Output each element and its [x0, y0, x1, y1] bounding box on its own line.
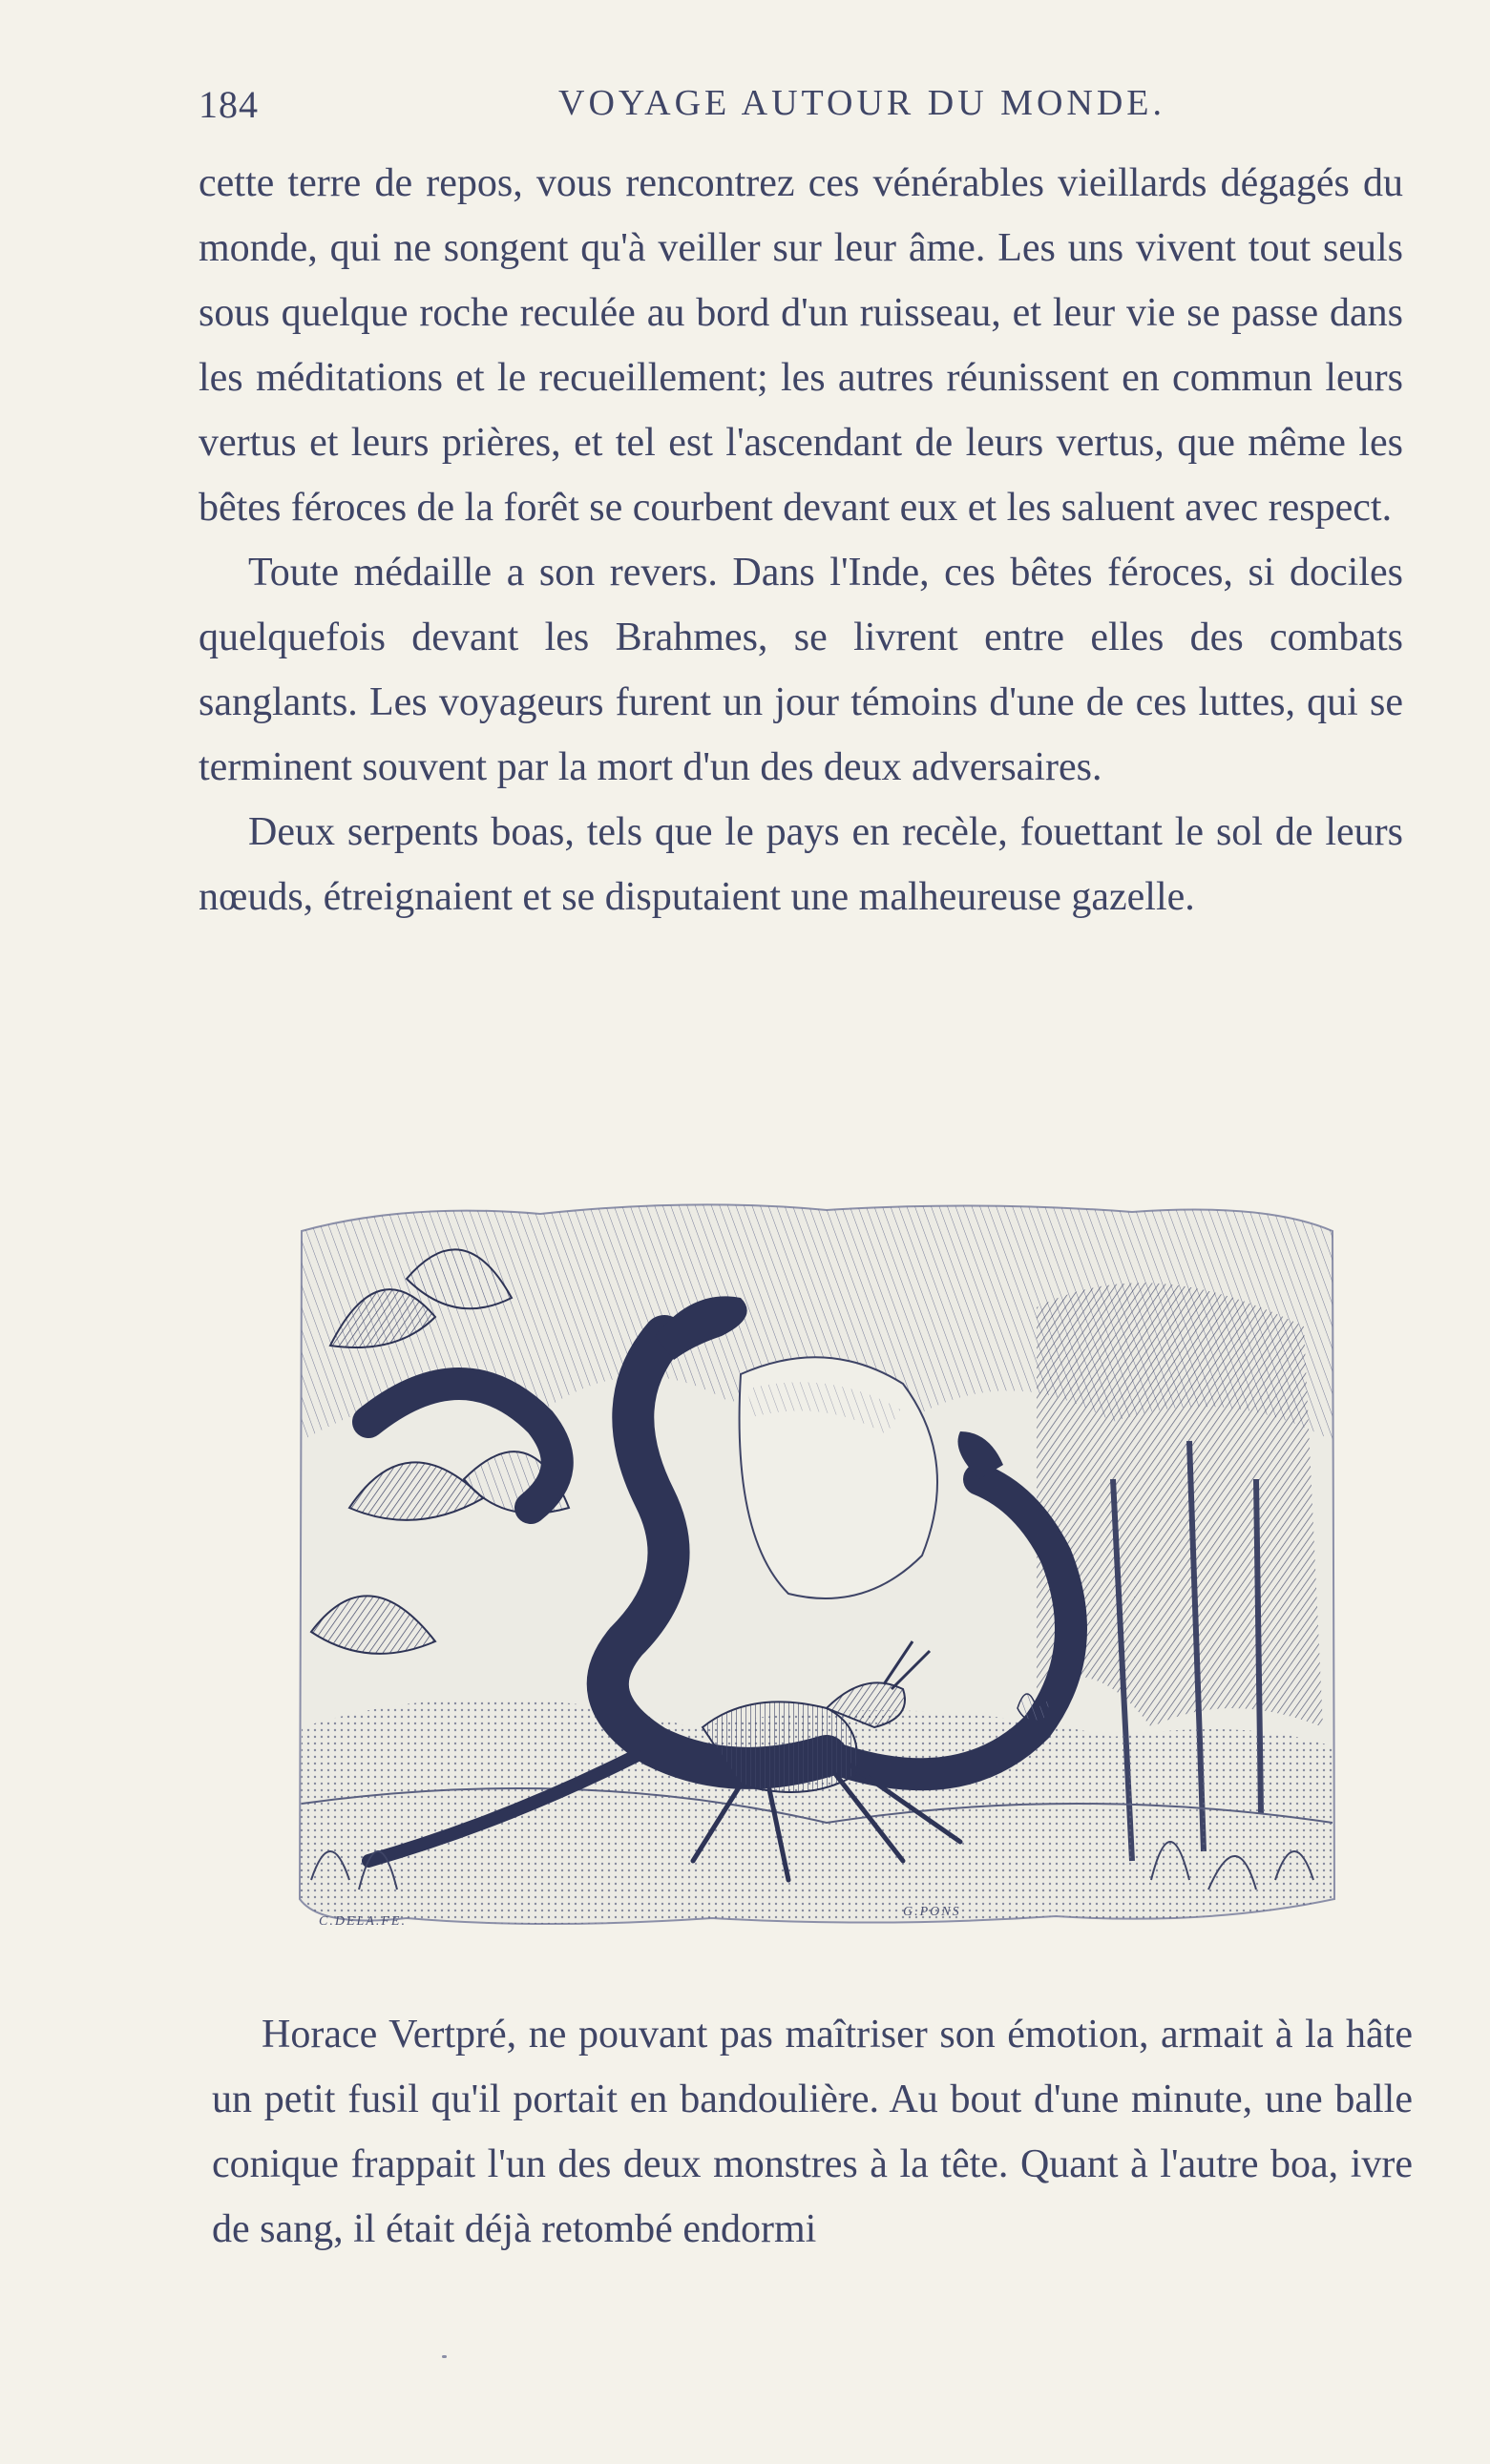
body-text-top — [199, 151, 1403, 929]
engraver-signature: C.DELA.FE. — [319, 1914, 407, 1929]
engraving-boas-and-gazelle — [292, 1193, 1342, 1933]
paragraph-continued: cette terre de repos, vous rencontrez ces vénérables vieillards dégagés du monde, qui ne songent qu'à veiller sur leur âme. Les uns vivent tout seuls sous quelque roche reculée au bord d'un ruisseau, et leur vie se passe dans les méditations et le recueillement; les autres réunissent en commun leurs vertus et leurs prières, et tel est l'ascendant de leurs vertus, que même les bêtes féroces de la forêt se courbent devant eux et les saluent avec respect. — [199, 161, 1403, 530]
paragraph-horace: Horace Vertpré, ne pouvant pas maîtriser son émotion, armait à la hâte un petit fusil qu'il portait en bandoulière. Au bout d'une minute, une balle conique frappait l'un des deux monstres à la tête. Quant à l'autre boa, ivre de sang, il était déjà retombé endormi — [212, 2013, 1413, 2251]
paper-speck — [442, 2355, 447, 2358]
running-title: VOYAGE AUTOUR DU MONDE. — [558, 83, 1165, 123]
engraving-artwork — [292, 1193, 1342, 1933]
paragraph-medaille: Toute médaille a son revers. Dans l'Inde, ces bêtes féroces, si dociles quelquefois devant les Brahmes, se livrent entre elles des combats sanglants. Les voyageurs furent un jour témoins d'une de ces luttes, qui se terminent souvent par la mort d'un des deux adversaires. — [199, 551, 1403, 789]
artist-signature: G.PONS — [903, 1905, 961, 1919]
body-text-bottom — [212, 2002, 1413, 2262]
paragraph-serpents: Deux serpents boas, tels que le pays en recèle, fouettant le sol de leurs nœuds, étreignaient et se disputaient une malheureuse gazelle. — [199, 810, 1403, 919]
page-number: 184 — [199, 83, 259, 126]
page-header — [199, 82, 1411, 136]
